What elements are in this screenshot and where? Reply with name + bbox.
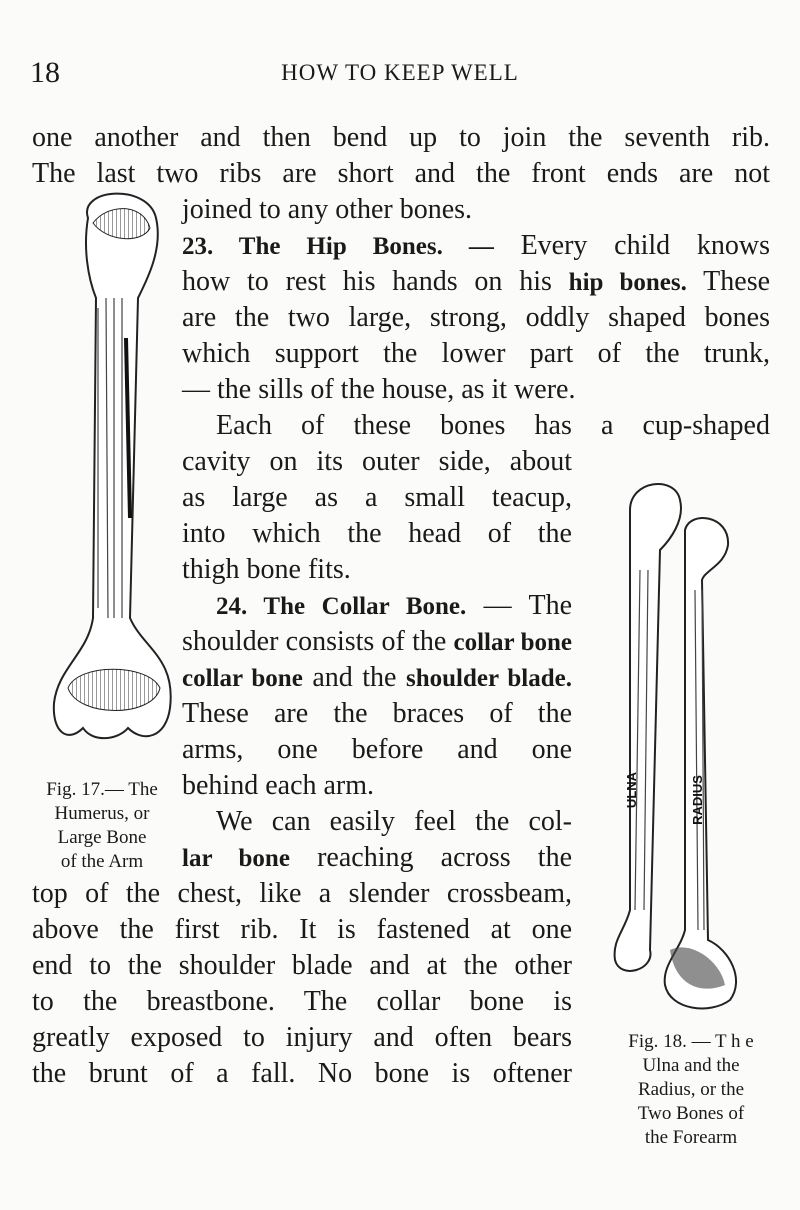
- text-line: We can easily feel the col-: [216, 806, 572, 837]
- figure-18-caption: Fig. 18. — T h e Ulna and the Radius, or the Two Bones of the Forearm: [628, 1031, 754, 1148]
- text-line: above the first rib. It is fastened at one: [32, 914, 572, 945]
- text-line: are the two large, strong, oddly shaped bones: [182, 302, 770, 333]
- text-line: 23. The Hip Bones. — Every child knows: [182, 230, 770, 261]
- text-line: thigh bone fits.: [182, 554, 351, 585]
- ulna-radius-illustration: [590, 470, 750, 1030]
- text-line: arms, one before and one: [182, 734, 572, 765]
- text-line: lar bone reaching across the: [182, 842, 572, 873]
- text-line: as large as a small teacup,: [182, 482, 572, 513]
- section-heading-23: 23. The Hip Bones. —: [182, 233, 494, 260]
- running-head: HOW TO KEEP WELL: [281, 60, 519, 85]
- figure-17-caption: Fig. 17.— The Humerus, or Large Bone of the Arm: [46, 779, 158, 872]
- text-line: These are the braces of the: [182, 698, 572, 729]
- humerus-illustration: [48, 188, 178, 748]
- text-line: Each of these bones has a cup-shaped: [216, 410, 770, 441]
- text-line: the brunt of a fall. No bone is oftener: [32, 1058, 572, 1089]
- text-line: end to the shoulder blade and at the other: [32, 950, 572, 981]
- text-line: 24. The Collar Bone. — The: [216, 590, 572, 621]
- ulna-label: ULNA: [624, 771, 639, 809]
- text-line: collar bone and the shoulder blade.: [182, 662, 572, 693]
- text-line: top of the chest, like a slender crossbeam,: [32, 878, 572, 909]
- text-line: — the sills of the house, as it were.: [182, 374, 576, 405]
- text-line: behind each arm.: [182, 770, 375, 801]
- section-heading-24: 24. The Collar Bone.: [216, 593, 467, 620]
- text-line: how to rest his hands on his hip bones. These: [182, 266, 771, 297]
- text-line: to the breastbone. The collar bone is: [32, 986, 572, 1017]
- radius-label: RADIUS: [690, 775, 705, 825]
- text-line: The last two ribs are short and the front ends are not: [32, 158, 770, 189]
- text-line: one another and then bend up to join the seventh rib.: [32, 122, 770, 153]
- text-line: cavity on its outer side, about: [182, 446, 572, 477]
- text-line: greatly exposed to injury and often bears: [32, 1022, 572, 1053]
- text-line: which support the lower part of the trunk,: [182, 338, 770, 369]
- page-number: 18: [30, 56, 60, 89]
- text-line: joined to any other bones.: [182, 194, 473, 225]
- text-line: into which the head of the: [182, 518, 572, 549]
- text-line: shoulder consists of the collar bone: [182, 626, 572, 657]
